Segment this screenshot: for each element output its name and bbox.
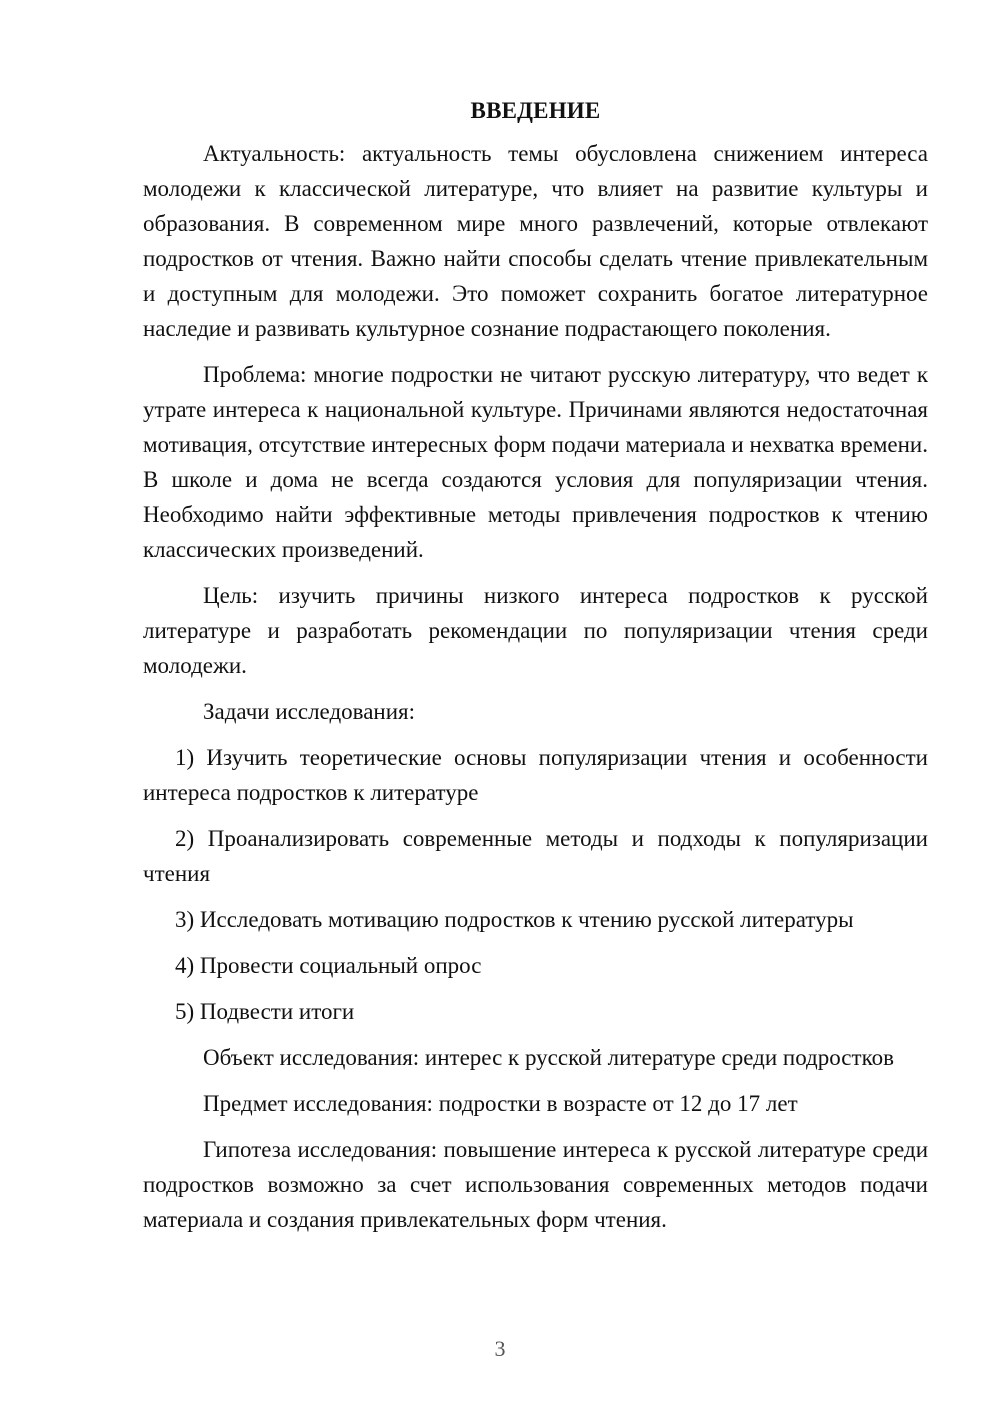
page-number: 3 (494, 1336, 506, 1361)
task-item-5: 5) Подвести итоги (175, 999, 355, 1024)
subject-paragraph: Предмет исследования: подростки в возрасте от 12 до 17 лет (203, 1091, 798, 1116)
relevance-paragraph: Актуальность: актуальность темы обусловлена снижением интереса молодежи к классической литературе, что влияет на развитие культуры и образования. В современном мире много развлечений, которые отвлекают подростков от чтения. Важно найти способы сделать чтение привлекательным и доступным для молодежи. Это поможет сохранить богатое литературное наследие и развивать культурное сознание подрастающего поколения. (143, 141, 928, 341)
page-title: ВВЕДЕНИЕ (470, 98, 601, 123)
goal-paragraph: Цель: изучить причины низкого интереса подростков к русской литературе и разработать рекомендации по популяризации чтения среди молодежи. (143, 583, 928, 678)
task-item-1: 1) Изучить теоретические основы популяризации чтения и особенности интереса подростков к литературе (143, 745, 928, 805)
tasks-heading: Задачи исследования: (203, 699, 416, 724)
object-paragraph: Объект исследования: интерес к русской литературе среди подростков (203, 1045, 894, 1070)
hypothesis-paragraph: Гипотеза исследования: повышение интереса к русской литературе среди подростков возможно за счет использования современных методов подачи материала и создания привлекательных форм чтения. (143, 1137, 928, 1232)
task-item-2: 2) Проанализировать современные методы и подходы к популяризации чтения (143, 826, 928, 886)
page-content (143, 96, 928, 1248)
problem-paragraph: Проблема: многие подростки не читают русскую литературу, что ведет к утрате интереса к национальной культуре. Причинами являются недостаточная мотивация, отсутствие интересных форм подачи материала и нехватка времени. В школе и дома не всегда создаются условия для популяризации чтения. Необходимо найти эффективные методы привлечения подростков к чтению классических произведений. (143, 362, 928, 562)
task-item-4: 4) Провести социальный опрос (175, 953, 482, 978)
task-item-3: 3) Исследовать мотивацию подростков к чтению русской литературы (175, 907, 854, 932)
